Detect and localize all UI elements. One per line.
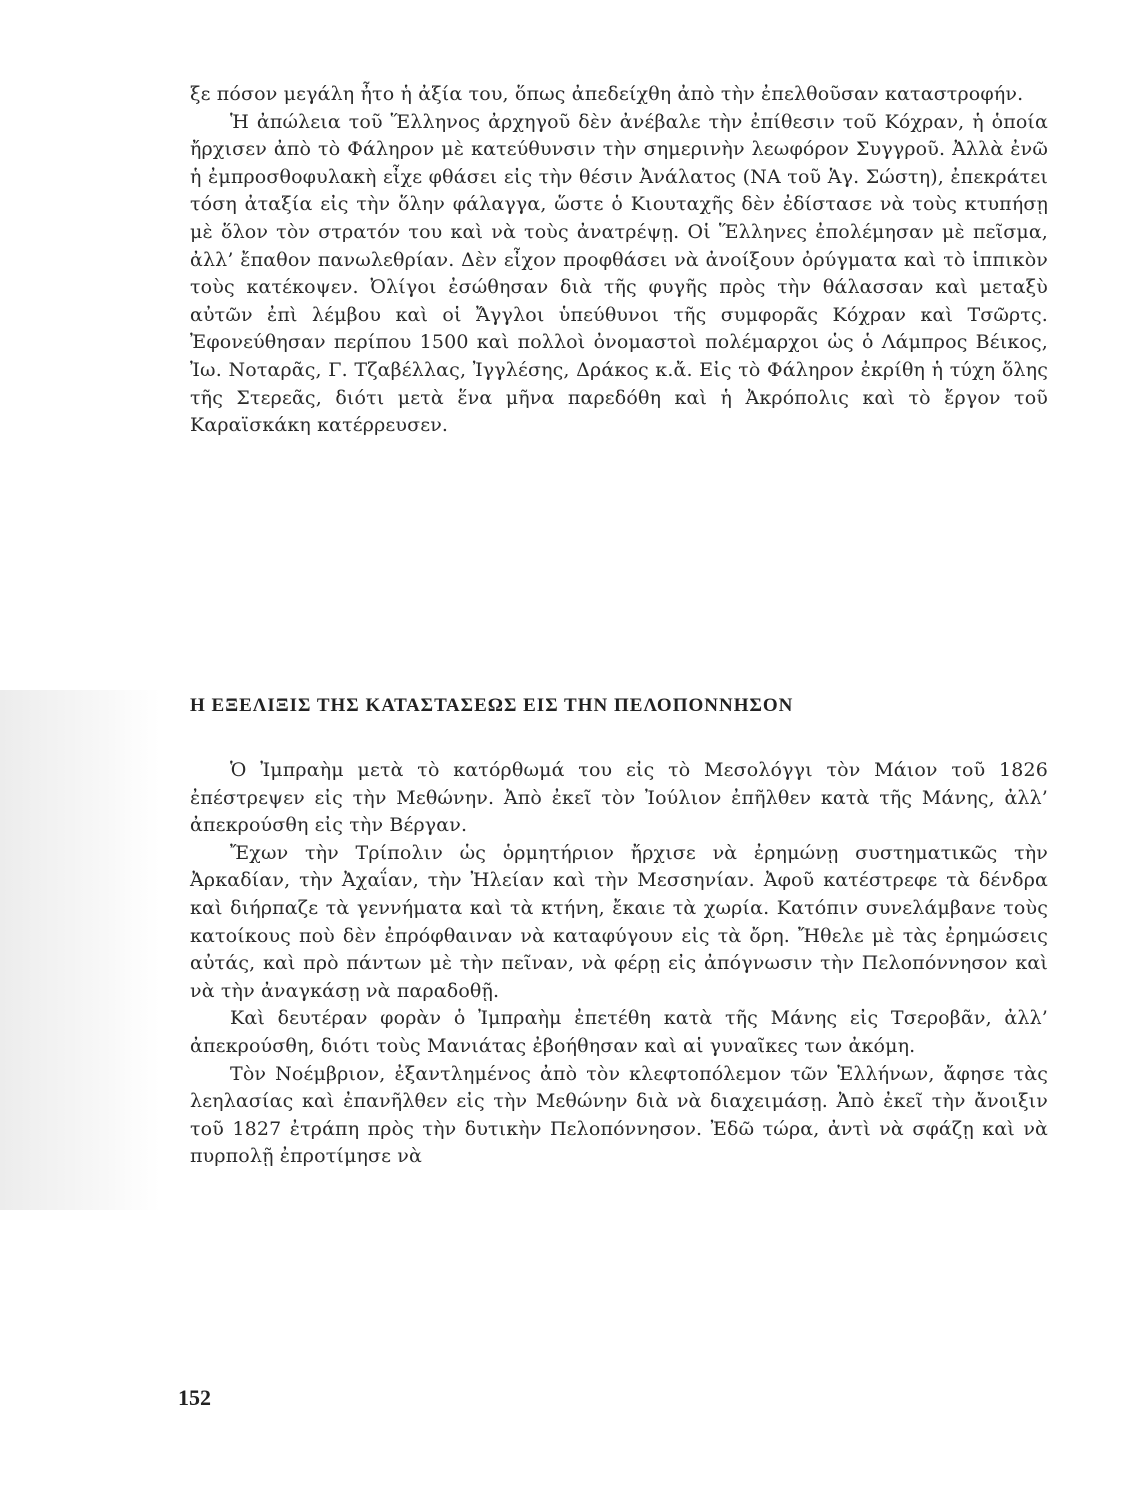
paragraph-november: Τὸν Νοέμβριον, ἐξαντλημένος ἀπὸ τὸν κλεφτοπόλεμον τῶν Ἑλλήνων, ἄφησε τὰς λεηλασίας καὶ ἐπανῆλθεν εἰς τὴν Μεθώνην διὰ νὰ διαχειμάσῃ. Ἀπὸ ἐκεῖ τὴν ἄνοιξιν τοῦ 1827 ἐτράπη πρὸς τὴν δυτικὴν Πελοπόννησον. Ἐδῶ τώρα, ἀντὶ νὰ σφάζῃ καὶ νὰ πυρπολῇ ἐπροτίμησε νὰ: [190, 1062, 1048, 1168]
paragraph-falirou-battle: Ἡ ἀπώλεια τοῦ Ἕλληνος ἀρχηγοῦ δὲν ἀνέβαλε τὴν ἐπίθεσιν τοῦ Κόχραν, ἡ ὁποία ἤρχισεν ἀπὸ τὸ Φάληρον μὲ κατεύθυνσιν τὴν σημερινὴν λεωφόρον Συγγροῦ. Ἀλλὰ ἐνῶ ἡ ἐμπροσθοφυλακὴ εἶχε φθάσει εἰς τὴν θέσιν Ἀνάλατος (ΝΑ τοῦ Ἁγ. Σώστη), ἐπεκράτει τόση ἀταξία εἰς τὴν ὅλην φάλαγγα, ὥστε ὁ Κιουταχῆς δὲν ἐδίστασε νὰ τοὺς κτυπήσῃ μὲ ὅλον τὸν στρατόν του καὶ νὰ τοὺς ἀνατρέψῃ. Οἱ Ἕλληνες ἐπολέμησαν μὲ πεῖσμα, ἀλλ’ ἔπαθον πανωλεθρίαν. Δὲν εἶχον προφθάσει νὰ ἀνοίξουν ὀρύγματα καὶ τὸ ἱππικὸν τοὺς κατέκοψεν. Ὀλίγοι ἐσώθησαν διὰ τῆς φυγῆς πρὸς τὴν θάλασσαν καὶ μεταξὺ αὐτῶν ἐπὶ λέμβου καὶ οἱ Ἄγγλοι ὑπεύθυνοι τῆς συμφορᾶς Κόχραν καὶ Τσῶρτς. Ἐφονεύθησαν περίπου 1500 καὶ πολλοὶ ὀνομαστοὶ πολέμαρχοι ὡς ὁ Λάμπρος Βέικος, Ἰω. Νοταρᾶς, Γ. Τζαβέλλας, Ἰγγλέσης, Δράκος κ.ἄ. Εἰς τὸ Φάληρον ἐκρίθη ἡ τύχη ὅλης τῆς Στερεᾶς, διότι μετὰ ἕνα μῆνα παρεδόθη καὶ ἡ Ἀκρόπολις καὶ τὸ ἔργον τοῦ Καραϊσκάκη κατέρρευσεν.: [190, 110, 1048, 437]
paragraph-devastation: Ἔχων τὴν Τρίπολιν ὡς ὁρμητήριον ἤρχισε νὰ ἐρημώνῃ συστηματικῶς τὴν Ἀρκαδίαν, τὴν Ἀχαΐαν, τὴν Ἠλείαν καὶ τὴν Μεσσηνίαν. Ἀφοῦ κατέστρεφε τὰ δένδρα καὶ διήρπαζε τὰ γεννήματα καὶ τὰ κτήνη, ἔκαιε τὰ χωρία. Κατόπιν συνελάμβανε τοὺς κατοίκους ποὺ δὲν ἐπρόφθαιναν νὰ καταφύγουν εἰς τὰ ὄρη. Ἤθελε μὲ τὰς ἐρημώσεις αὐτάς, καὶ πρὸ πάντων μὲ τὴν πεῖναν, νὰ φέρῃ εἰς ἀπόγνωσιν τὴν Πελοπόννησον καὶ νὰ τὴν ἀναγκάσῃ νὰ παραδοθῇ.: [190, 841, 1048, 1002]
page-number: 152: [178, 1385, 211, 1410]
section-heading: Η ΕΞΕΛΙΞΙΣ ΤΗΣ ΚΑΤΑΣΤΑΣΕΩΣ ΕΙΣ ΤΗΝ ΠΕΛΟΠΟΝΝΗΣΟΝ: [190, 695, 794, 716]
paragraph-second-attack: Καὶ δευτέραν φορὰν ὁ Ἰμπραὴμ ἐπετέθη κατὰ τῆς Μάνης εἰς Τσεροβᾶν, ἀλλ’ ἀπεκρούσθη, διότι τοὺς Μανιάτας ἐβοήθησαν καὶ αἱ γυναῖκες των ἀκόμη.: [190, 1007, 1048, 1057]
paragraph-continuation: ξε πόσον μεγάλη ἦτο ἡ ἀξία του, ὅπως ἀπεδείχθη ἀπὸ τὴν ἐπελθοῦσαν καταστροφήν.: [190, 83, 1024, 105]
text-block-top: [190, 81, 1048, 440]
scan-shadow: [0, 690, 160, 1210]
paragraph-ibrahim-return: Ὁ Ἰμπραὴμ μετὰ τὸ κατόρθωμά του εἰς τὸ Μεσολόγγι τὸν Μάιον τοῦ 1826 ἐπέστρεψεν εἰς τὴν Μεθώνην. Ἀπὸ ἐκεῖ τὸν Ἰούλιον ἐπῆλθεν κατὰ τῆς Μάνης, ἀλλ’ ἀπεκρούσθη εἰς τὴν Βέργαν.: [190, 759, 1048, 837]
text-block-bottom: [190, 757, 1048, 1171]
